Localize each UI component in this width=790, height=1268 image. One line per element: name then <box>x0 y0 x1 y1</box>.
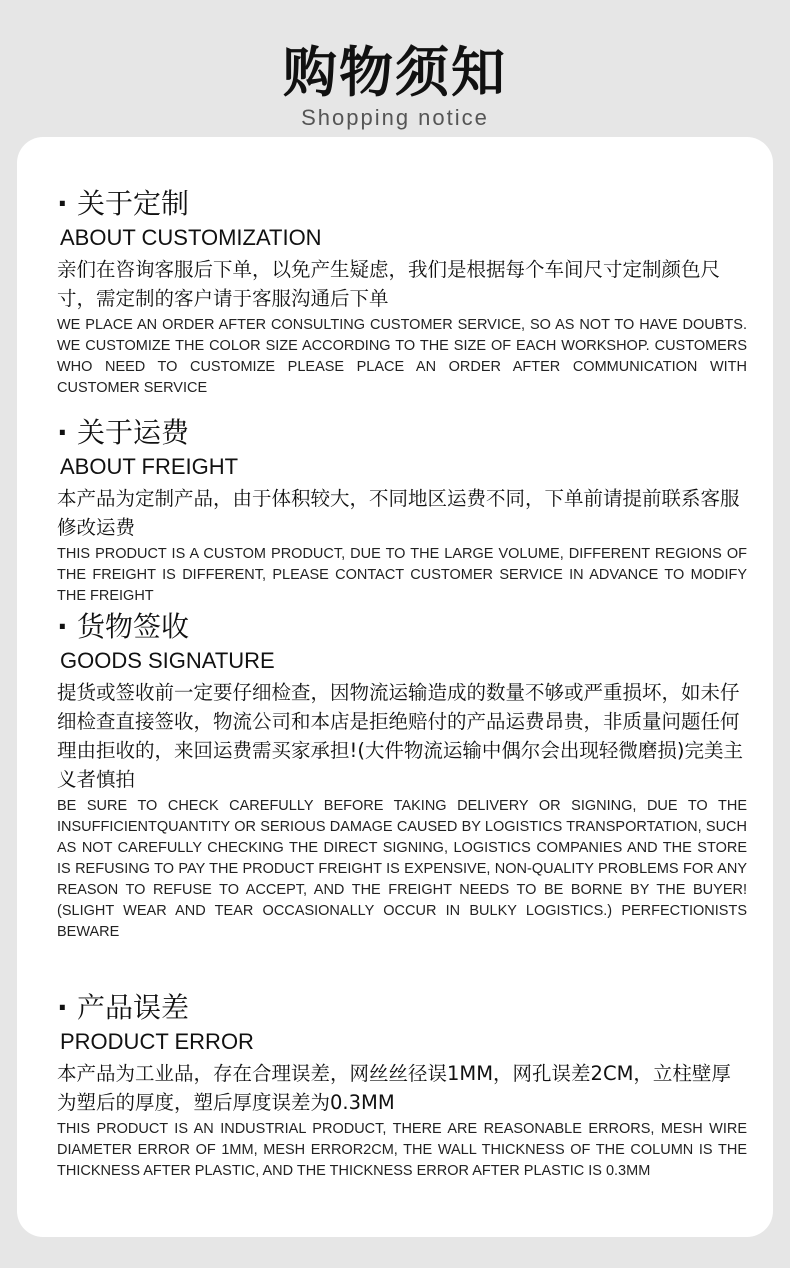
section-title <box>57 185 747 223</box>
section-zh-text: 本产品为工业品，存在合理误差，网丝丝径误1MM，网孔误差2CM，立柱壁厚为塑后的厚度，塑后厚度误差为0.3MM <box>57 1062 731 1114</box>
section-zh-text: 提货或签收前一定要仔细检查，因物流运输造成的数量不够或严重损坏，如未仔细检查直接签收，物流公司和本店是拒绝赔付的产品运费昂贵，非质量问题任何理由拒收的，来回运费需买家承担!(大件物流运输中偶尔会出现轻微磨损)完美主义者慎拍 <box>57 681 744 791</box>
section-en-text: THIS PRODUCT IS A CUSTOM PRODUCT, DUE TO THE LARGE VOLUME, DIFFERENT REGIONS OF THE FREIGHT IS DIFFERENT, PLEASE CONTACT CUSTOMER SERVICE IN ADVANCE TO MODIFY THE FREIGHT <box>57 546 747 604</box>
section-zh-text: 亲们在咨询客服后下单，以免产生疑虑，我们是根据每个车间尺寸定制颜色尺寸，需定制的客户请于客服沟通后下单 <box>57 258 721 310</box>
section-title-text: 产品误差 <box>77 991 190 1024</box>
section-en-title: PRODUCT ERROR <box>60 1029 254 1054</box>
section-title-text: 关于定制 <box>77 187 190 220</box>
section-title <box>57 608 747 646</box>
section-title-text: 关于运费 <box>77 416 190 449</box>
notice-card <box>17 137 773 1237</box>
bullet-dot: · <box>57 610 68 643</box>
page-subtitle: Shopping notice <box>301 105 489 130</box>
section-en-text: THIS PRODUCT IS AN INDUSTRIAL PRODUCT, THERE ARE REASONABLE ERRORS, MESH WIRE DIAMETER ERROR OF 1MM, MESH ERROR2CM, THE WALL THICKNESS OF THE COLUMN IS THE THICKNESS AFTER PLASTIC, AND THE THICKNESS ERROR AFTER PLASTIC IS 0.3MM <box>57 1121 747 1179</box>
bullet-dot: · <box>57 416 68 449</box>
bullet-dot: · <box>57 991 68 1024</box>
section-product-error <box>57 989 747 1182</box>
section-goods-signature <box>57 608 747 943</box>
section-en-title: GOODS SIGNATURE <box>60 648 275 673</box>
section-en-text: WE PLACE AN ORDER AFTER CONSULTING CUSTOMER SERVICE, SO AS NOT TO HAVE DOUBTS. WE CUSTOMIZE THE COLOR SIZE ACCORDING TO THE SIZE OF EACH WORKSHOP. CUSTOMERS WHO NEED TO CUSTOMIZE PLEASE PLACE AN ORDER AFTER COMMUNICATION WITH CUSTOMER SERVICE <box>57 317 747 396</box>
section-title <box>57 989 747 1027</box>
page-header <box>0 0 790 138</box>
page-title: 购物须知 <box>283 41 507 104</box>
section-zh-text: 本产品为定制产品，由于体积较大，不同地区运费不同，下单前请提前联系客服修改运费 <box>57 487 740 539</box>
bullet-dot: · <box>57 187 68 220</box>
section-customization <box>57 185 747 399</box>
section-en-text: BE SURE TO CHECK CAREFULLY BEFORE TAKING DELIVERY OR SIGNING, DUE TO THE INSUFFICIENTQUANTITY OR SERIOUS DAMAGE CAUSED BY LOGISTICS TRANSPORTATION, SUCH AS NOT CAREFULLY CHECKING THE DIRECT SIGNING, LOGISTICS COMPANIES AND THE STORE IS REFUSING TO PAY THE PRODUCT FREIGHT IS EXPENSIVE, NON-QUALITY PROBLEMS FOR ANY REASON TO REFUSE TO ACCEPT, AND THE FREIGHT NEEDS TO BE BORNE BY THE BUYER! (SLIGHT WEAR AND TEAR OCCASIONALLY OCCUR IN BULKY LOGISTICS.) PERFECTIONISTS BEWARE <box>57 798 747 940</box>
section-en-title: ABOUT CUSTOMIZATION <box>60 225 322 250</box>
section-title-text: 货物签收 <box>77 610 190 643</box>
section-en-title: ABOUT FREIGHT <box>60 454 239 479</box>
section-freight <box>57 414 747 607</box>
section-title <box>57 414 747 452</box>
